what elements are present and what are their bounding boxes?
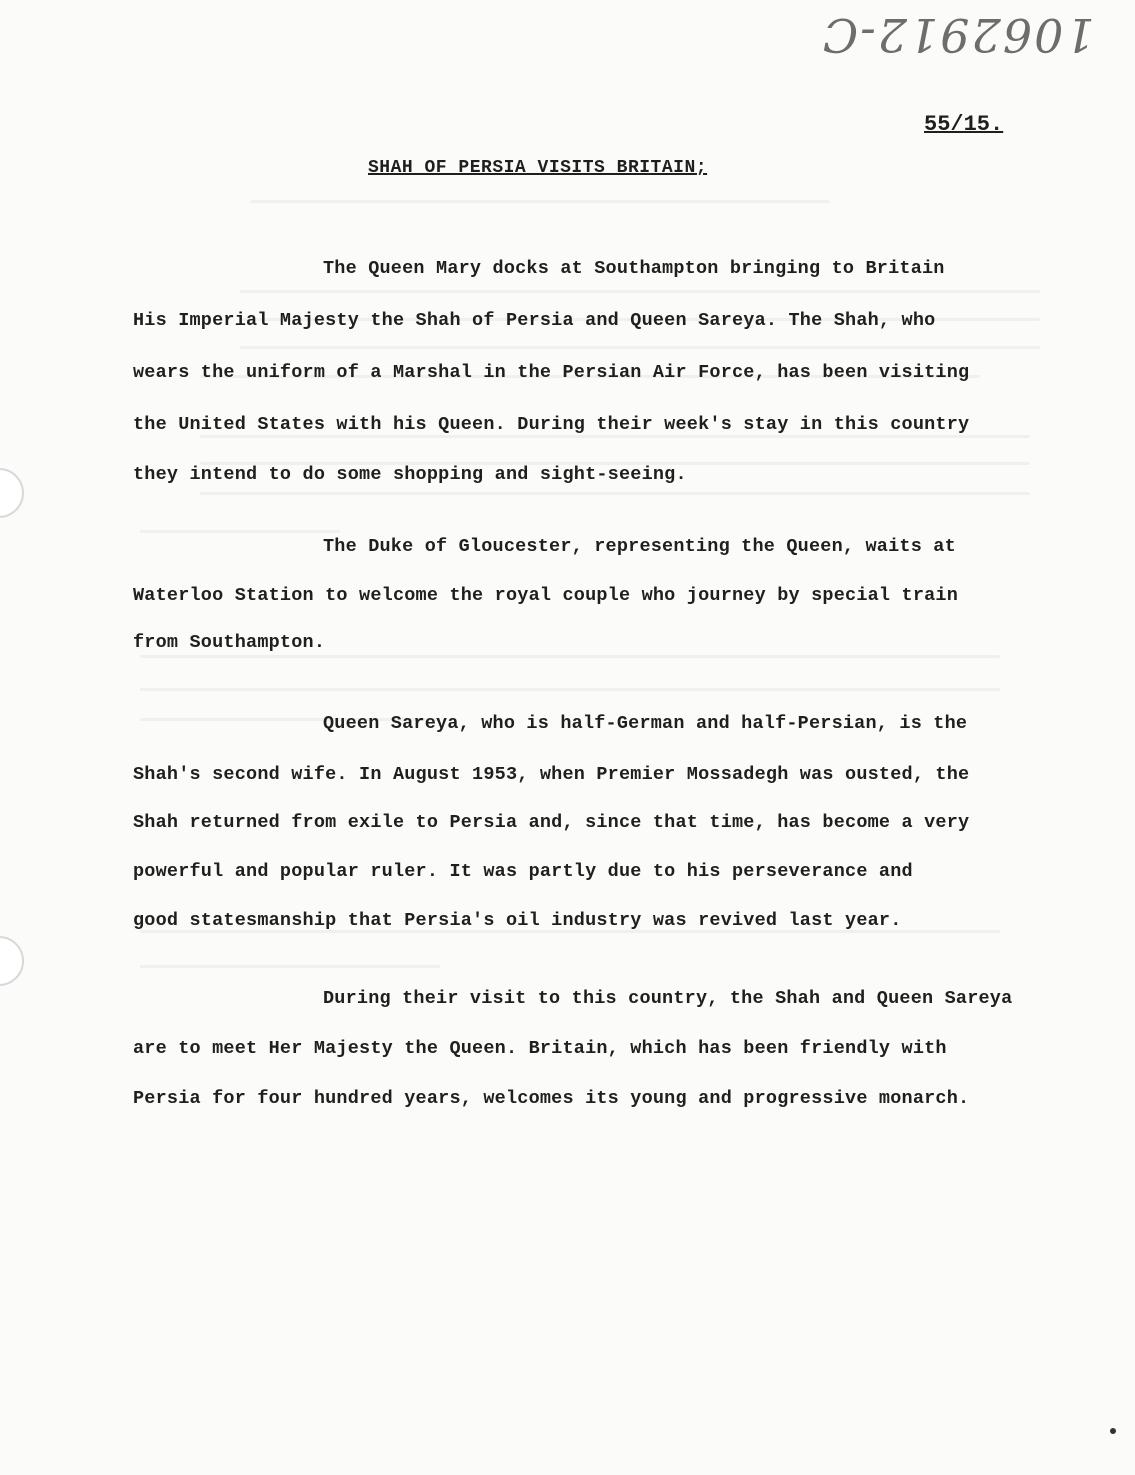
body-line: Queen Sareya, who is half-German and half-Persian, is the — [323, 713, 968, 734]
bleed-through — [240, 290, 1040, 293]
reference-number: 55/15. — [924, 112, 1004, 137]
bleed-through — [200, 435, 1030, 438]
body-line: good statesmanship that Persia's oil industry was revived last year. — [133, 910, 902, 931]
body-line: During their visit to this country, the Shah and Queen Sareya — [323, 988, 1013, 1009]
body-line: from Southampton. — [133, 632, 326, 653]
page-title: SHAH OF PERSIA VISITS BRITAIN; — [368, 158, 708, 178]
bleed-through — [140, 688, 1000, 691]
body-line: Persia for four hundred years, welcomes its young and progressive monarch. — [133, 1088, 970, 1109]
bleed-through — [140, 655, 1000, 658]
body-line: The Duke of Gloucester, representing the Queen, waits at — [323, 536, 956, 557]
punch-hole — [0, 468, 24, 518]
body-line: wears the uniform of a Marshal in the Persian Air Force, has been visiting — [133, 362, 970, 383]
body-line: the United States with his Queen. During their week's stay in this country — [133, 414, 970, 435]
body-line: they intend to do some shopping and sight-seeing. — [133, 464, 687, 485]
body-line: The Queen Mary docks at Southampton bringing to Britain — [323, 258, 945, 279]
punch-hole — [0, 936, 24, 986]
bleed-through — [200, 492, 1030, 495]
body-line: Waterloo Station to welcome the royal couple who journey by special train — [133, 585, 959, 606]
body-line: powerful and popular ruler. It was partly due to his perseverance and — [133, 861, 913, 882]
bleed-through — [140, 965, 440, 968]
body-line: His Imperial Majesty the Shah of Persia and Queen Sareya. The Shah, who — [133, 310, 936, 331]
ink-speck — [1110, 1428, 1116, 1434]
bleed-through — [250, 200, 830, 203]
body-line: Shah's second wife. In August 1953, when Premier Mossadegh was ousted, the — [133, 764, 970, 785]
handwritten-reference: 1062912-C — [821, 8, 1095, 62]
bleed-through — [140, 530, 340, 533]
body-line: are to meet Her Majesty the Queen. Britain, which has been friendly with — [133, 1038, 947, 1059]
body-line: Shah returned from exile to Persia and, since that time, has become a very — [133, 812, 970, 833]
bleed-through — [240, 346, 1040, 349]
